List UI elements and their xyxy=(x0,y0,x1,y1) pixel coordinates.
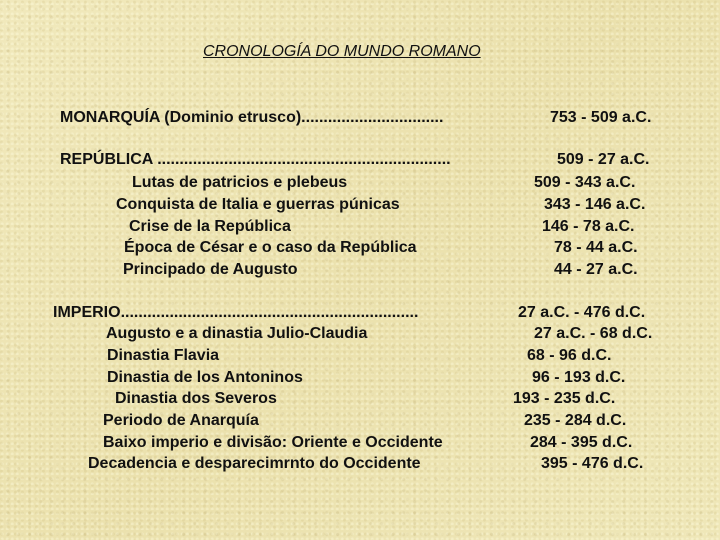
imperio-item: Decadencia e desparecimrnto do Occidente xyxy=(88,455,421,472)
republica-item: Lutas de patricios e plebeus xyxy=(132,174,348,191)
imperio-item-range: 96 - 193 d.C. xyxy=(532,369,626,386)
republica-item: Época de César e o caso da República xyxy=(124,239,417,256)
imperio-item-range: 284 - 395 d.C. xyxy=(530,434,633,451)
republica-item-range: 78 - 44 a.C. xyxy=(554,239,638,256)
republica-heading: REPÚBLICA .................................................................. xyxy=(60,151,451,168)
imperio-heading: IMPERIO................................................................... xyxy=(53,304,419,321)
monarquia-heading: MONARQUÍA (Dominio etrusco)................................ xyxy=(60,109,444,126)
imperio-item: Periodo de Anarquía xyxy=(103,412,259,429)
republica-item-range: 44 - 27 a.C. xyxy=(554,261,638,278)
imperio-item-range: 235 - 284 d.C. xyxy=(524,412,627,429)
imperio-item: Dinastia de los Antoninos xyxy=(107,369,303,386)
imperio-item: Dinastia dos Severos xyxy=(115,390,277,407)
imperio-item-range: 193 - 235 d.C. xyxy=(513,390,616,407)
republica-item: Crise de la República xyxy=(129,218,291,235)
republica-item-range: 509 - 343 a.C. xyxy=(534,174,636,191)
imperio-item-range: 27 a.C. - 68 d.C. xyxy=(534,325,653,342)
republica-item: Principado de Augusto xyxy=(123,261,298,278)
monarquia-range: 753 - 509 a.C. xyxy=(550,109,652,126)
imperio-item-range: 68 - 96 d.C. xyxy=(527,347,612,364)
imperio-range: 27 a.C. - 476 d.C. xyxy=(518,304,646,321)
republica-item: Conquista de Italia e guerras púnicas xyxy=(116,196,400,213)
imperio-item: Baixo imperio e divisão: Oriente e Occidente xyxy=(103,434,443,451)
page-title: CRONOLOGÍA DO MUNDO ROMANO xyxy=(203,43,481,60)
imperio-item: Dinastia Flavia xyxy=(107,347,220,364)
republica-range: 509 - 27 a.C. xyxy=(557,151,650,168)
imperio-item-range: 395 - 476 d.C. xyxy=(541,455,644,472)
republica-item-range: 146 - 78 a.C. xyxy=(542,218,635,235)
imperio-item: Augusto e a dinastia Julio-Claudia xyxy=(106,325,368,342)
republica-item-range: 343 - 146 a.C. xyxy=(544,196,646,213)
